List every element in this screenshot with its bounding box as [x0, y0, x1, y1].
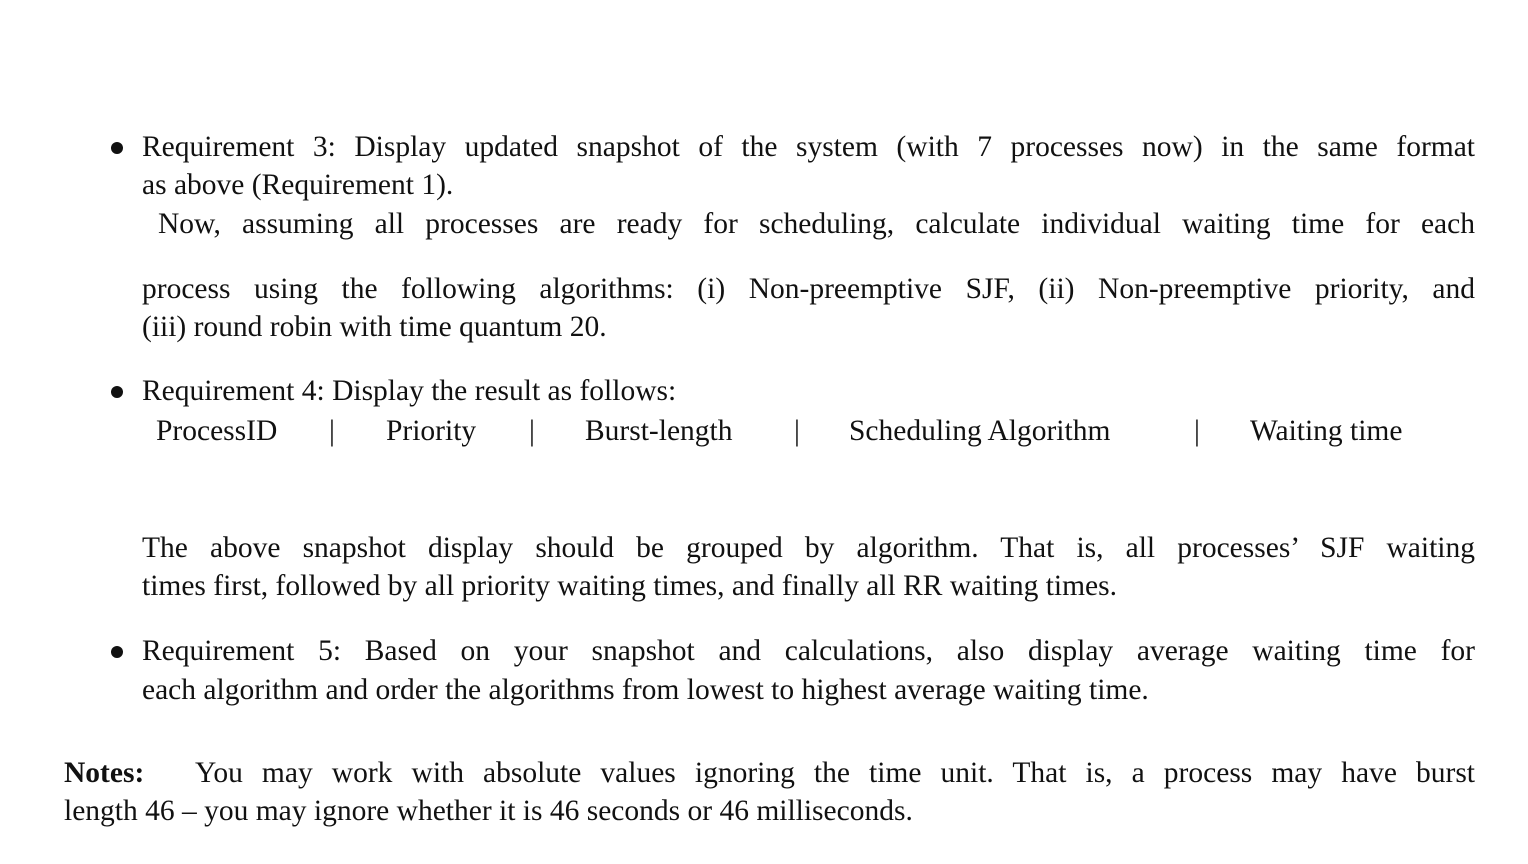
column-waiting-time: Waiting time — [1250, 415, 1403, 447]
column-separator: | — [1194, 415, 1200, 447]
bullet-requirement-4 — [111, 386, 123, 398]
requirement-3-line-2: as above (Requirement 1). — [142, 169, 454, 201]
requirement-3-line-5: (iii) round robin with time quantum 20. — [142, 311, 607, 343]
requirement-4-line-1: Requirement 4: Display the result as follows: — [142, 375, 677, 407]
column-burst-length: Burst-length — [585, 415, 733, 447]
requirement-3-line-3: Now, assuming all processes are ready for scheduling, calculate individual waiting time for each — [158, 208, 1475, 240]
notes-line-1 — [64, 754, 1475, 792]
bullet-requirement-3 — [111, 142, 123, 154]
column-priority: Priority — [386, 415, 477, 447]
requirement-3-line-1: Requirement 3: Display updated snapshot of the system (with 7 processes now) in the same format — [142, 131, 1475, 163]
column-separator: | — [529, 415, 535, 447]
column-process-id: ProcessID — [156, 415, 278, 447]
notes-label: Notes: — [64, 757, 145, 789]
bullet-requirement-5 — [111, 646, 123, 658]
column-scheduling-algorithm: Scheduling Algorithm — [849, 415, 1111, 447]
requirement-4-paragraph-line-2: times first, followed by all priority waiting times, and finally all RR waiting times. — [142, 570, 1117, 602]
requirement-3-line-4: process using the following algorithms: (i) Non-preemptive SJF, (ii) Non-preemptive priority, and — [142, 273, 1475, 305]
notes-text: You may work with absolute values ignoring the time unit. That is, a process may have burst — [195, 757, 1475, 789]
requirement-5-line-1: Requirement 5: Based on your snapshot and calculations, also display average waiting time for — [142, 635, 1475, 667]
column-separator: | — [794, 415, 800, 447]
column-separator: | — [329, 415, 335, 447]
requirement-5-line-2: each algorithm and order the algorithms from lowest to highest average waiting time. — [142, 674, 1149, 706]
result-format-header — [0, 412, 1528, 450]
requirement-4-paragraph-line-1: The above snapshot display should be grouped by algorithm. That is, all processes’ SJF waiting — [142, 532, 1475, 564]
notes-line-2: length 46 – you may ignore whether it is 46 seconds or 46 milliseconds. — [64, 795, 913, 827]
